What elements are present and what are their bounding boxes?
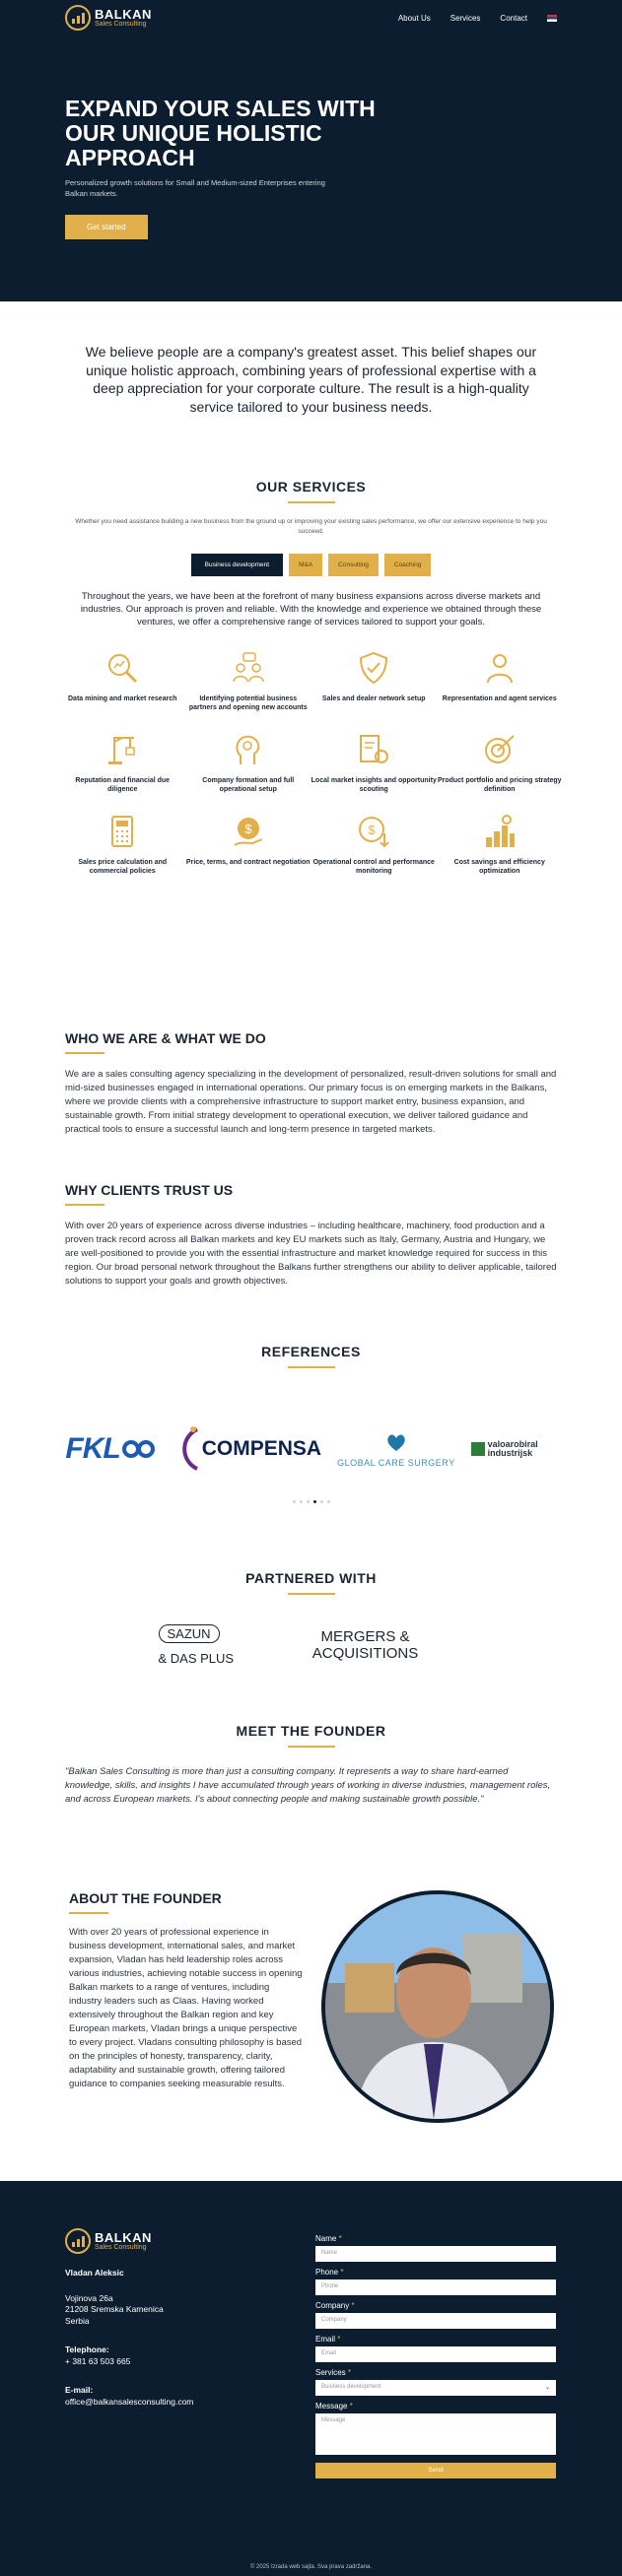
- footer: [0, 2181, 622, 2576]
- tab-business-development[interactable]: Business development: [191, 554, 283, 576]
- services-label: Services *: [315, 2368, 352, 2377]
- partner-logo-das-plus: & DAS PLUS: [158, 1651, 235, 1666]
- references-title: REFERENCES: [261, 1344, 361, 1359]
- team-chat-icon: [231, 650, 266, 686]
- svg-text:$: $: [368, 823, 376, 837]
- crane-icon: [104, 732, 140, 767]
- divider: [69, 1912, 108, 1914]
- service-label: Reputation and financial due diligence: [75, 777, 171, 793]
- service-item: [60, 650, 186, 712]
- chevron-down-icon: ⌄: [544, 2385, 550, 2391]
- carousel-dots[interactable]: [0, 1500, 622, 1503]
- document-gear-icon: [356, 732, 391, 767]
- email-field[interactable]: Email: [315, 2346, 556, 2362]
- divider: [65, 1204, 104, 1206]
- service-label: Identifying potential business partners and opening new accounts: [188, 695, 308, 711]
- send-button[interactable]: Send: [315, 2463, 556, 2478]
- company-field[interactable]: Company: [315, 2313, 556, 2329]
- founder-quote: "Balkan Sales Consulting is more than just a consulting company. It represents a way to share hard-earned knowledge, skills, and insights I have accumulated through years of working in diverse industries, management roles, and across European markets. I's about connecting people and making sustainable growth possible.": [65, 1766, 551, 1805]
- intro-text: We believe people are a company's greatest asset. This belief shapes our unique holistic approach, combining years of professional expertise with a deep appreciation for your corporate culture. The result is a high-quality service tailored to your business needs.: [85, 344, 537, 415]
- service-item: [311, 732, 438, 794]
- logo-chart-icon: [65, 2228, 91, 2254]
- tab-coaching[interactable]: Coaching: [384, 554, 431, 576]
- tab-content-text: Throughout the years, we have been at the forefront of many business expansions across diverse markets and industries. Our approach is proven and reliable. With the knowledge and experience we obtained through these ventures, we offer a comprehensive range of services tailored to support your goals.: [80, 591, 542, 627]
- services-title: OUR SERVICES: [255, 479, 367, 495]
- copyright: © 2025 Izrada web sajta. Sva prava zadržana.: [249, 2564, 373, 2570]
- nav-contact[interactable]: Contact: [500, 13, 527, 23]
- brand-name: BALKAN: [95, 7, 152, 22]
- shield-check-icon: [356, 650, 391, 686]
- money-hand-icon: [231, 814, 266, 849]
- hero-section: [0, 0, 622, 301]
- address-line: 21208 Sremska Kamenica: [65, 2304, 164, 2314]
- footer-brand-logo[interactable]: [65, 2228, 315, 2254]
- brand-logo[interactable]: [65, 5, 152, 31]
- about-founder-section: [0, 1890, 622, 2181]
- service-item: [60, 732, 186, 794]
- who-title: WHO WE ARE & WHAT WE DO: [65, 1030, 266, 1046]
- calculator-icon: [104, 814, 140, 849]
- brand-name: BALKAN: [95, 2230, 152, 2245]
- reference-logo-fkl: FKL: [65, 1432, 155, 1466]
- tab-m-and-a[interactable]: M&A: [289, 554, 322, 576]
- services-grid: [60, 650, 563, 876]
- email-label: E-mail:: [65, 2385, 94, 2395]
- address-line: Vojinova 26a: [65, 2292, 113, 2303]
- service-label: Sales price calculation and commercial policies: [78, 859, 168, 875]
- reference-logo-global-care: GLOBAL CARE SURGERY: [337, 1431, 455, 1468]
- references-section: [0, 1344, 622, 1570]
- references-carousel[interactable]: [0, 1420, 622, 1479]
- service-item: [60, 814, 186, 876]
- phone-field[interactable]: Phone: [315, 2279, 556, 2295]
- service-label: Operational control and performance monitoring: [312, 859, 435, 875]
- service-item: [437, 732, 563, 794]
- target-icon: [482, 732, 518, 767]
- email-link[interactable]: office@balkansalesconsulting.com: [65, 2396, 194, 2407]
- service-label: Representation and agent services: [442, 695, 557, 702]
- service-item: [311, 650, 438, 712]
- why-section: [0, 1182, 622, 1344]
- partners-section: [0, 1570, 622, 1723]
- services-tabs: [0, 554, 622, 576]
- partner-logo-sazun: SAZUN: [159, 1624, 311, 1643]
- service-label: Price, terms, and contract negotiation: [185, 859, 311, 866]
- brand-sub: Sales Consulting: [95, 21, 147, 28]
- address-line: Serbia: [65, 2315, 90, 2326]
- dollar-down-icon: [356, 814, 391, 849]
- service-label: Sales and dealer network setup: [321, 695, 426, 702]
- about-founder-title: ABOUT THE FOUNDER: [69, 1890, 222, 1906]
- brand-sub: Sales Consulting: [95, 2244, 147, 2251]
- service-label: Local market insights and opportunity scouting: [311, 777, 437, 793]
- who-section: [0, 1030, 622, 1182]
- about-founder-text: With over 20 years of professional experience in business development, international sales, and market expansion, Vladan has held leadership roles across various industries, achieving notable success in opening Balkan markets to a range of ventures, including industry leaders such as Claas. Having worked extensively throughout the Balkan region and key European markets, Vladan brings a unique perspective to every project. Vladans consulting philosophy is based on the principles of honesty, transparency, clarity, adaptability and sustainable growth, offering tailored guidance to companies seeking measurable results.: [69, 1927, 303, 2089]
- partners-title: PARTNERED WITH: [245, 1570, 377, 1586]
- logo-chart-icon: [65, 5, 91, 31]
- contact-form: [315, 2228, 556, 2576]
- tab-consulting[interactable]: Consulting: [328, 554, 379, 576]
- why-text: With over 20 years of experience across diverse industries – including healthcare, machinery, food production and a proven track record across all Balkan markets and key EU markets such as Italy, Germany, Austria and Hungary, we are well-positioned to provide you with the essential infrastructure and market knowledge required for success in this region. Our broad personal network throughout the Balkans further strengthens our ability to deliver applicable, tailored solutions to support your goals and growth objectives.: [65, 1221, 557, 1287]
- name-field[interactable]: Name: [315, 2246, 556, 2262]
- email-field-label: Email *: [315, 2335, 341, 2344]
- hero-subtitle: Personalized growth solutions for Small and Medium-sized Enterprises entering Balkan markets.: [65, 178, 325, 198]
- service-item: [185, 732, 311, 794]
- service-item: [185, 650, 311, 712]
- person-icon: [482, 650, 518, 686]
- divider: [288, 1366, 335, 1368]
- service-label: Company formation and full operational setup: [202, 777, 295, 793]
- service-item: [437, 814, 563, 876]
- service-item: [311, 814, 438, 876]
- founder-photo: [321, 1890, 554, 2123]
- service-item: [185, 814, 311, 876]
- divider: [288, 1746, 335, 1748]
- service-label: Data mining and market research: [68, 695, 177, 702]
- message-field[interactable]: Message: [315, 2413, 556, 2455]
- service-item: [437, 650, 563, 712]
- services-subtitle: Whether you need assistance building a new business from the ground up or improving your existing sales performance, we offer our extensive experience to help you succeed.: [75, 518, 547, 535]
- partner-logo-mergers: MERGERS & ACQUISITIONS: [311, 1628, 419, 1662]
- hero-title: EXPAND YOUR SALES WITH OUR UNIQUE HOLISTIC APPROACH: [65, 96, 376, 170]
- message-label: Message *: [315, 2402, 353, 2411]
- divider: [288, 1593, 335, 1595]
- magnifier-chart-icon: [104, 650, 140, 686]
- meet-founder-title: MEET THE FOUNDER: [236, 1723, 386, 1739]
- company-label: Company *: [315, 2301, 355, 2310]
- intro-section: [0, 301, 622, 479]
- bars-gear-icon: [482, 814, 518, 849]
- language-flag-icon[interactable]: [547, 15, 557, 22]
- phone-field-label: Phone *: [315, 2268, 344, 2277]
- services-section: [0, 479, 622, 1030]
- top-nav: [0, 0, 622, 35]
- contact-name: Vladan Aleksic: [65, 2268, 124, 2278]
- nav-services[interactable]: Services: [449, 13, 481, 23]
- services-select[interactable]: Business development ⌄: [315, 2380, 556, 2396]
- phone-label: Telephone:: [65, 2345, 109, 2354]
- reference-logo-industrial: valoarobiral industrijsk: [471, 1440, 557, 1458]
- divider: [65, 1052, 104, 1054]
- bulb-head-icon: [231, 732, 266, 767]
- name-label: Name *: [315, 2234, 342, 2243]
- who-text: We are a sales consulting agency specializing in the development of personalized, result-driven solutions for small and mid-sized businesses engaged in international operations. Our primary focus is on emerging markets in the Balkans, where we provide clients with a comprehensive infrastructure to support market entry, business expansion, and sustainable growth. From initial strategy development to operational execution, we deliver tailored guidance and practical tools to ensure a successful launch and long-term presence in targeted markets.: [65, 1069, 557, 1135]
- why-title: WHY CLIENTS TRUST US: [65, 1182, 234, 1198]
- divider: [288, 501, 335, 503]
- svg-text:$: $: [244, 822, 252, 836]
- phone-link[interactable]: + 381 63 503 665: [65, 2355, 131, 2366]
- get-started-button[interactable]: Get started: [65, 215, 148, 239]
- service-label: Cost savings and efficiency optimization: [453, 859, 545, 875]
- nav-about-us[interactable]: About Us: [397, 13, 431, 23]
- service-label: Product portfolio and pricing strategy definition: [437, 777, 562, 793]
- reference-logo-compensa: COMPENSA: [172, 1423, 321, 1475]
- meet-founder-section: [0, 1723, 622, 1890]
